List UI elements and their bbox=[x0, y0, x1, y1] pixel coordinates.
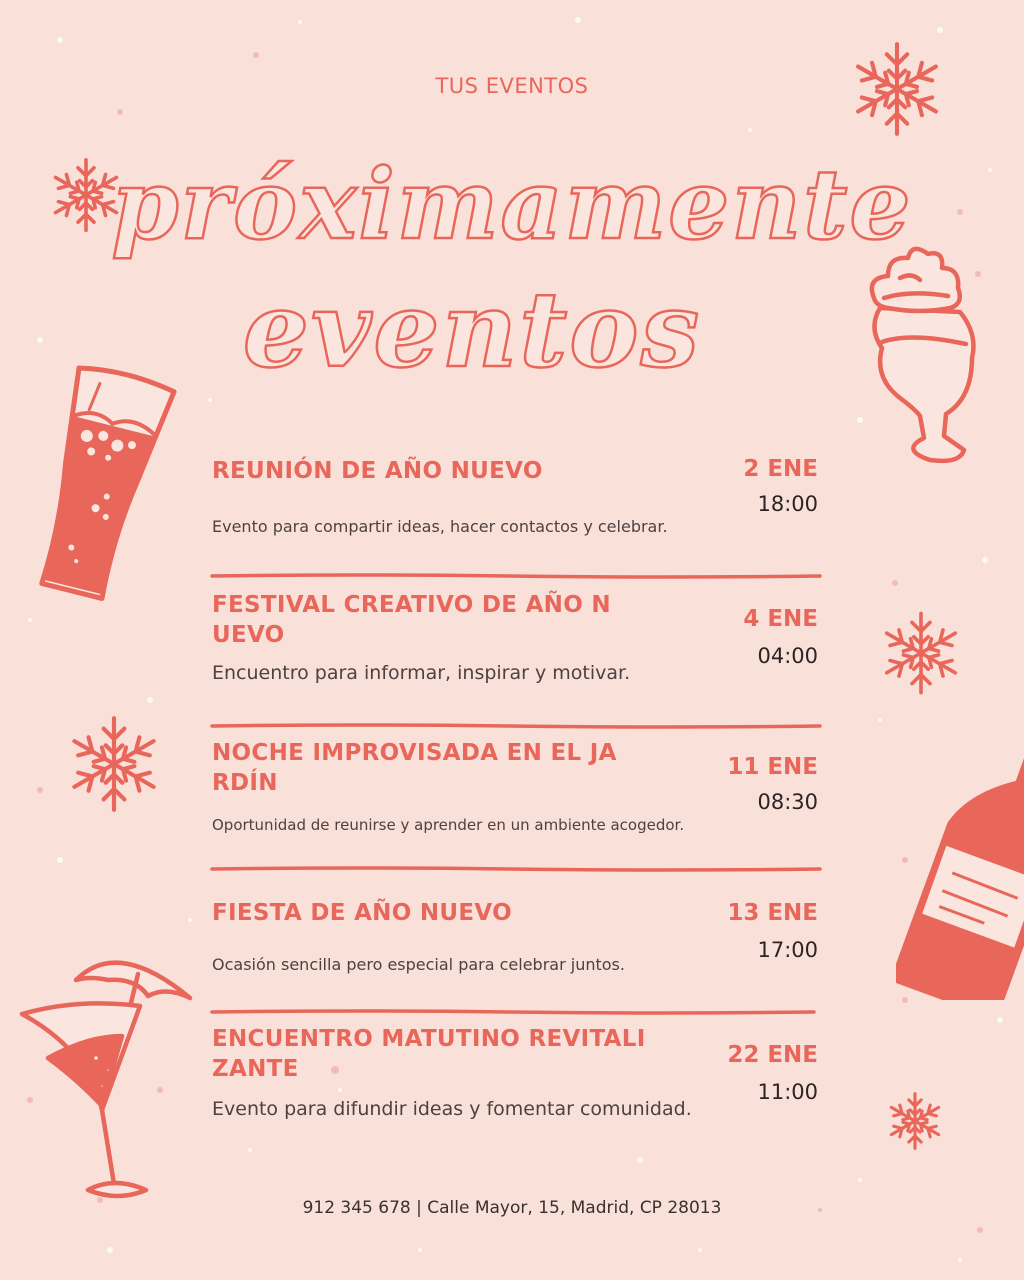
divider bbox=[210, 1009, 822, 1015]
event-date: 11 ENE bbox=[727, 754, 818, 780]
event-date: 13 ENE bbox=[727, 900, 818, 926]
event-time: 18:00 bbox=[757, 492, 818, 516]
event-date: 4 ENE bbox=[743, 606, 818, 632]
event-item bbox=[212, 738, 822, 848]
snowflake-icon bbox=[884, 1090, 946, 1152]
event-item bbox=[212, 1024, 822, 1134]
event-description: Evento para difundir ideas y fomentar comunidad. bbox=[212, 1098, 692, 1120]
event-item bbox=[212, 590, 822, 700]
event-name: NOCHE IMPROVISADA EN EL JA RDÍN bbox=[212, 740, 617, 796]
event-time: 17:00 bbox=[757, 938, 818, 962]
event-description: Ocasión sencilla pero especial para celebrar juntos. bbox=[212, 955, 625, 974]
event-date: 22 ENE bbox=[727, 1042, 818, 1068]
event-description: Evento para compartir ideas, hacer contactos y celebrar. bbox=[212, 517, 668, 536]
event-item bbox=[212, 898, 822, 988]
event-time: 11:00 bbox=[757, 1080, 818, 1104]
header-kicker: TUS EVENTOS bbox=[435, 74, 589, 98]
page-title-line2: eventos bbox=[242, 268, 702, 391]
event-name: REUNIÓN DE AÑO NUEVO bbox=[212, 458, 543, 484]
divider bbox=[210, 866, 822, 872]
event-description: Encuentro para informar, inspirar y motivar. bbox=[212, 662, 631, 684]
event-description: Oportunidad de reunirse y aprender en un ambiente acogedor. bbox=[212, 816, 685, 834]
event-name: FIESTA DE AÑO NUEVO bbox=[212, 900, 512, 926]
divider bbox=[210, 723, 822, 729]
footer-contact: 912 345 678 | Calle Mayor, 15, Madrid, CP 28013 bbox=[302, 1198, 722, 1218]
event-date: 2 ENE bbox=[743, 456, 818, 482]
event-time: 04:00 bbox=[757, 644, 818, 668]
wine-bottle-icon bbox=[896, 700, 1024, 1000]
divider bbox=[210, 573, 822, 579]
cocktail-glass-icon bbox=[18, 940, 198, 1220]
snowflake-icon bbox=[876, 608, 966, 698]
event-time: 08:30 bbox=[757, 790, 818, 814]
event-name: ENCUENTRO MATUTINO REVITALI ZANTE bbox=[212, 1026, 646, 1082]
snowflake-icon bbox=[62, 712, 166, 816]
page-title-line1: próximamente bbox=[111, 148, 913, 261]
beer-glass-icon bbox=[18, 362, 178, 607]
event-name: FESTIVAL CREATIVO DE AÑO N UEVO bbox=[212, 592, 611, 648]
event-item bbox=[212, 456, 822, 556]
